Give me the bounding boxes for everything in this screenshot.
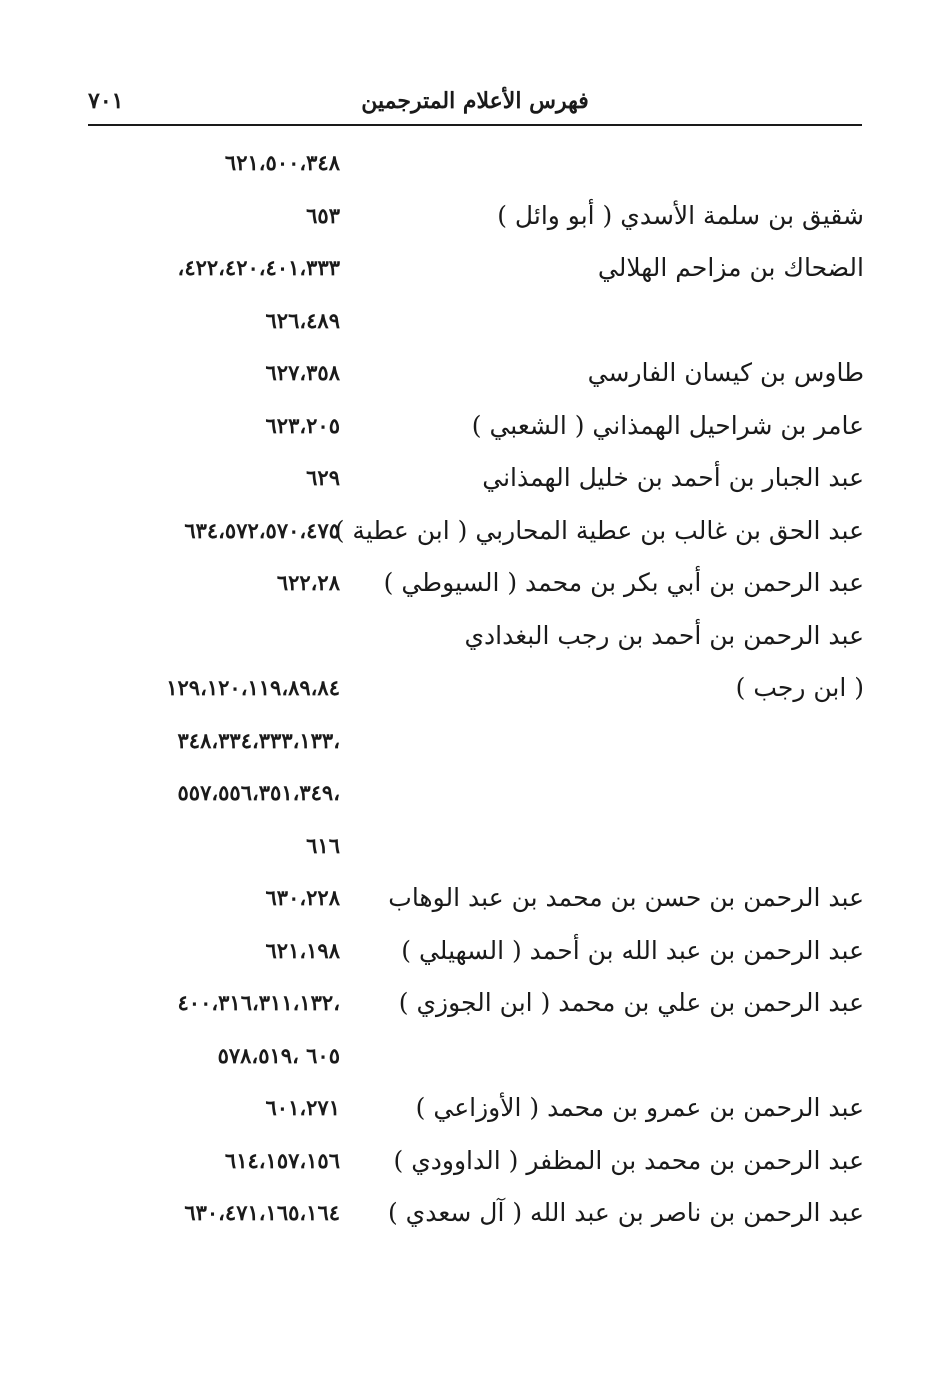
entry-page-numbers: ٦٢٣،٢٠٥ <box>265 412 340 438</box>
entry-page-numbers: ٦٢٦،٤٨٩ <box>265 307 340 333</box>
header-rule <box>88 124 862 126</box>
index-entry <box>0 928 938 981</box>
entry-name: عبد الرحمن بن أبي بكر بن محمد ( السيوطي ) <box>383 568 864 597</box>
index-entry <box>0 613 938 666</box>
index-entry <box>0 980 938 1033</box>
index-entry <box>0 298 938 351</box>
entry-name: عامر بن شراحيل الهمذاني ( الشعبي ) <box>471 410 864 440</box>
entry-page-numbers: ٦٣٤،٥٧٢،٥٧٠،٤٧٥ <box>184 517 340 543</box>
entry-page-numbers: ٦٢١،٥٠٠،٣٤٨ <box>224 150 340 175</box>
entry-name: عبد الرحمن بن عمرو بن محمد ( الأوزاعي ) <box>415 1093 864 1122</box>
index-entry <box>0 770 938 823</box>
entry-name: عبد الرحمن بن أحمد بن رجب البغدادي <box>464 620 864 650</box>
index-entry <box>0 245 938 298</box>
entry-page-numbers: ،٥٥٧،٥٥٦،٣٥١،٣٤٩ <box>177 780 340 805</box>
entry-page-numbers: ٦٢٩ <box>306 465 340 490</box>
entry-page-numbers: ٦٣٠،٤٧١،١٦٥،١٦٤ <box>184 1200 340 1225</box>
entry-page-numbers: ٦١٤،١٥٧،١٥٦ <box>224 1147 340 1173</box>
entry-page-numbers: ١٢٩،١٢٠،١١٩،٨٩،٨٤ <box>166 675 340 700</box>
entry-name: عبد الرحمن بن حسن بن محمد بن عبد الوهاب <box>388 883 864 912</box>
index-entry <box>0 1190 938 1243</box>
entry-name: عبد الرحمن بن محمد بن المظفر ( الداوودي ) <box>393 1145 864 1175</box>
entry-name: شقيق بن سلمة الأسدي ( أبو وائل ) <box>497 200 864 230</box>
entry-page-numbers: ٦٢١،١٩٨ <box>265 937 340 963</box>
entry-name: طاوس بن كيسان الفارسي <box>587 358 864 387</box>
entry-page-numbers: ٦٥٣ <box>306 202 340 228</box>
index-entry <box>0 1033 938 1086</box>
index-entry <box>0 403 938 456</box>
page-title: فهرس الأعلام المترجمين <box>361 88 589 114</box>
page-number: ٧٠١ <box>88 88 124 114</box>
index-entry <box>0 875 938 928</box>
entry-name: عبد الحق بن غالب بن عطية المحاربي ( ابن عطية ) <box>334 515 864 545</box>
entry-name: ( ابن رجب ) <box>735 673 864 702</box>
entry-name: عبد الرحمن بن عبد الله بن أحمد ( السهيلي ) <box>401 935 864 965</box>
entry-name: الضحاك بن مزاحم الهلالي <box>597 253 864 282</box>
index-entry <box>0 193 938 246</box>
index-entry <box>0 1138 938 1191</box>
entry-page-numbers: ٦٢٧،٣٥٨ <box>265 360 340 385</box>
entry-page-numbers: ،٣٤٨،٣٣٤،٣٣٣،١٣٣ <box>177 727 340 753</box>
entry-page-numbers: ٦٠١،٢٧١ <box>265 1095 340 1120</box>
entry-page-numbers: ٦١٦ <box>306 832 340 858</box>
index-entry <box>0 350 938 403</box>
entry-page-numbers: ٦٠٥ ،٥٧٨،٥١٩ <box>217 1042 340 1068</box>
entry-name: عبد الرحمن بن ناصر بن عبد الله ( آل سعدي ) <box>387 1198 864 1227</box>
page-header <box>88 84 862 124</box>
entry-page-numbers: ،٤٠٠،٣١٦،٣١١،١٣٢ <box>177 990 340 1015</box>
entry-page-numbers: ٦٣٠،٢٢٨ <box>265 885 340 910</box>
entry-name: عبد الرحمن بن علي بن محمد ( ابن الجوزي ) <box>398 988 864 1017</box>
entry-page-numbers: ٦٢٢،٢٨ <box>276 570 340 595</box>
index-entry <box>0 665 938 718</box>
entry-name: عبد الجبار بن أحمد بن خليل الهمذاني <box>482 463 864 492</box>
index-entry <box>0 455 938 508</box>
index-entry <box>0 560 938 613</box>
index-entry <box>0 1085 938 1138</box>
index-entry <box>0 823 938 876</box>
index-entry <box>0 508 938 561</box>
index-list <box>0 140 938 1243</box>
index-entry <box>0 140 938 193</box>
entry-page-numbers: ٤٢٢،٤٢٠،٤٠١،٣٣٣، <box>177 255 340 280</box>
index-entry <box>0 718 938 771</box>
